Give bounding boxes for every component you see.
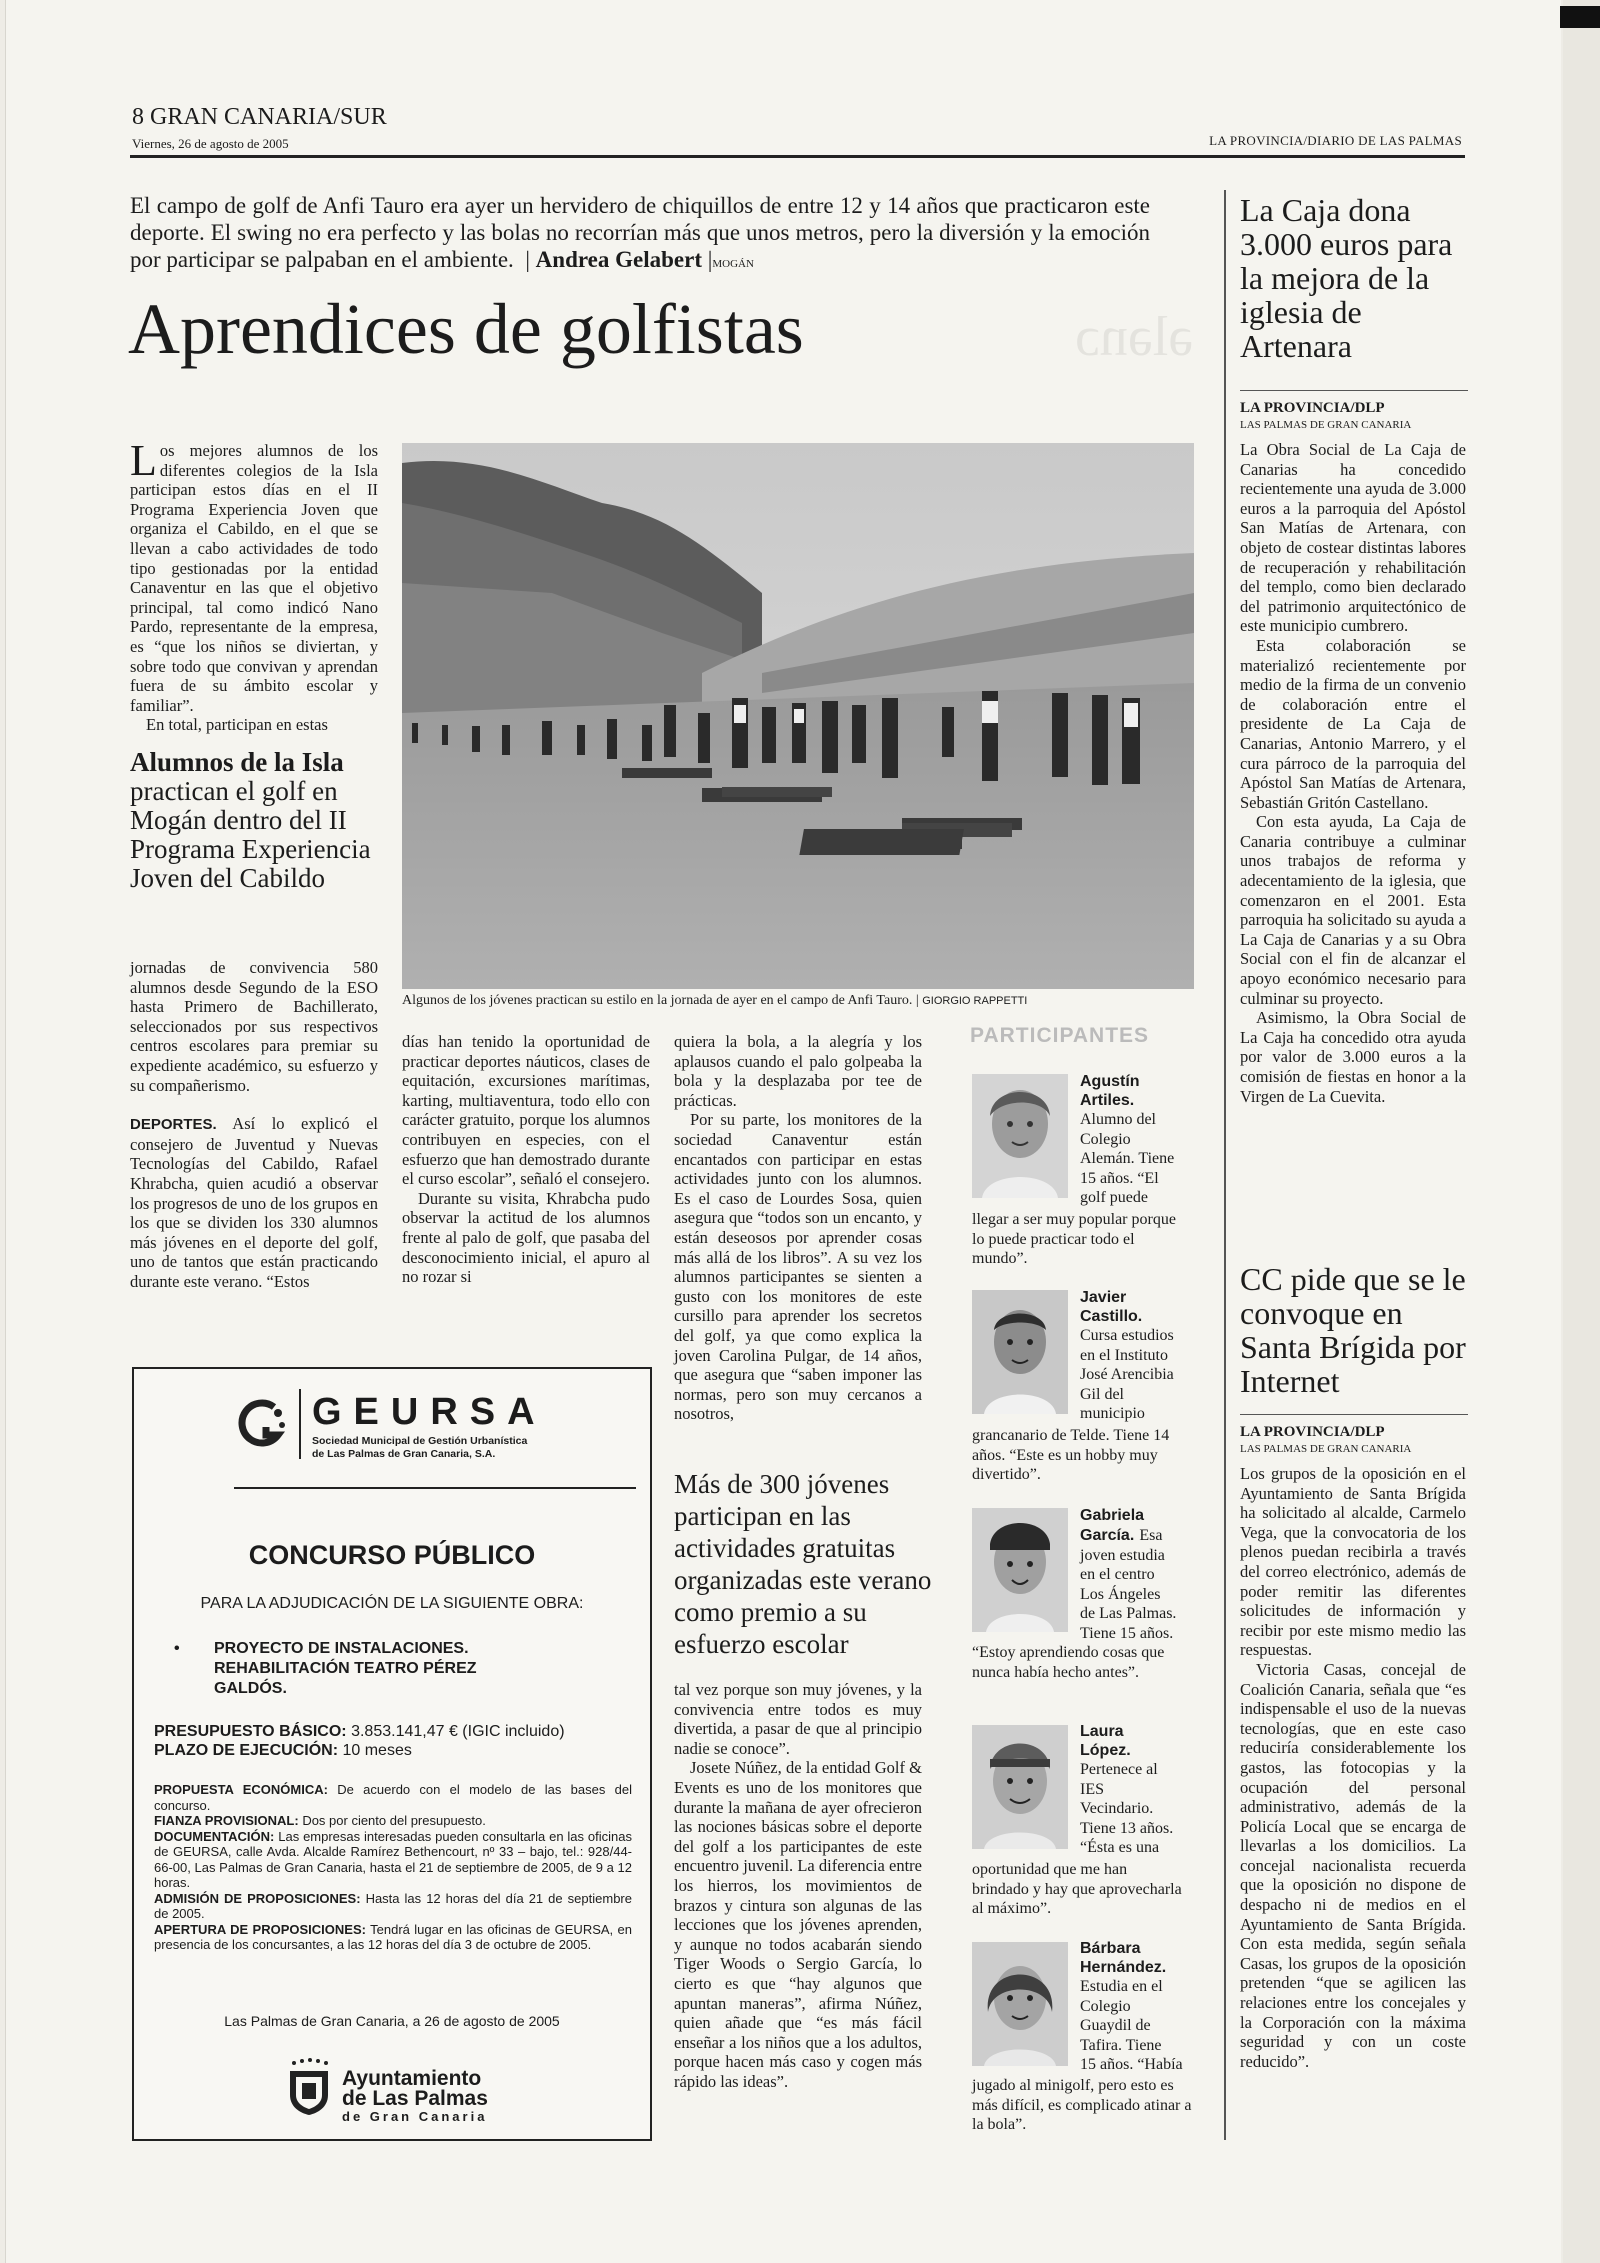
article-col2 [402,1032,650,1287]
article-paragraph: Esta colaboración se materializó recientemente por medio de la firma de un convenio de colaboración entre el presidente de La Caja de Canarias, Antonio Marrero, y el cura párroco de la parroquia del Apóstol San Matías de Artenara, Sebastián Gritón Castellano. [1240,635,1466,812]
photo-caption: Algunos de los jóvenes practican su estilo en la jornada de ayer en el campo de Anfi Tauro. | GIORGIO RAPPETTI [402,993,1028,1008]
participant-surname: García. [1080,1527,1135,1544]
article-paragraph: tal vez porque son muy jóvenes, y la convivencia entre todos es muy divertida, a pasar de que al principio nadie se conoce”. [674,1680,922,1758]
subheadline-2: Más de 300 jóvenes participan en las actividades gratuitas organizadas este verano como premio a su esfuerzo escolar [674,1469,932,1659]
subheadline-1-bold: Alumnos de la Isla [130,747,344,777]
condition-label: APERTURA DE PROPOSICIONES: [154,1921,366,1937]
side-story-1-headline: La Caja dona 3.000 euros para la mejora de la iglesia de Artenara [1240,192,1453,364]
ad-title: CONCURSO PÚBLICO [248,1540,536,1570]
scan-corner-mark [1560,6,1600,28]
side-story-2-agency: LA PROVINCIA/DLP [1240,1424,1385,1440]
participant-quote: jugado al minigolf, pero esto es más difícil, es complicado atinar a la bola”. [972,2077,1192,2134]
ayuntamiento-line: de Las Palmas [342,2087,488,2110]
participant-surname: Artiles. [1080,1092,1135,1109]
participant-text-line: 15 años. “El [1080,1169,1159,1187]
story-lede: El campo de golf de Anfi Tauro era ayer un hervidero de chiquillos de entre 12 y 14 años que practicaron este deporte. El swing no era perfecto y las bolas no recorrían más que unos metros, pero la diversión y la emoción por participar se palpaban en el ambiente. | Andrea Gelabert |MOGÁN [130,193,1150,272]
ad-place-date: Las Palmas de Gran Canaria, a 26 de agosto de 2005 [224,2013,560,2029]
article-col1-top [130,436,378,735]
ayuntamiento-logo-text [342,2069,488,2124]
participant-text-line: Los Ángeles [1080,1585,1161,1603]
budget-value: 3.853.141,47 € (IGIC incluido) [351,1723,565,1740]
condition-label: ADMISIÓN DE PROPOSICIONES: [154,1890,361,1906]
ad-project: PROYECTO DE INSTALACIONES. REHABILITACIÓN TEATRO PÉREZ GALDÓS. [214,1640,477,1697]
participant-text-line: joven estudia [1080,1546,1165,1564]
participant-text-line: Guaydil de [1080,2017,1151,2035]
participant-text-line: 15 años. “Había [1080,2056,1183,2074]
participant-quote: llegar a ser muy popular porque lo puede practicar todo el mundo”. [972,1211,1176,1268]
ad-rule [234,1487,636,1489]
condition-label: FIANZA PROVISIONAL: [154,1813,299,1828]
geursa-subtitle [312,1435,527,1461]
participant-surname: Castillo. [1080,1308,1143,1325]
term-label: PLAZO DE EJECUCIÓN: [154,1742,339,1759]
section-name: GRAN CANARIA/SUR [150,104,387,130]
participant-text-line: en el Instituto [1080,1346,1168,1364]
participant-text-line: golf puede [1080,1189,1148,1207]
participant-name: Gabriela [1080,1507,1145,1524]
geursa-subtitle-line: de Las Palmas de Gran Canaria, S.A. [312,1448,496,1460]
participant-side-text [1080,1506,1198,1644]
article-paragraph: Por su parte, los monitores de la sociedad Canaventur están encantados con participar en estas actividades junto con los alumnos. Es el caso de Lourdes Sosa, quien asegura que “todos son un encanto, y están deseosos por aprender cosas más allá de los libros”. A su vez los alumnos participantes se sienten a gusto con los monitores de este cursillo para aprender los secretos del golf, ya que como explica la joven Carolina Pulgar, de 14 años, que asegura que “saben imponer las normas, pero son muy cercanos a nosotros, [674,1110,922,1424]
article-paragraph: Durante su visita, Khrabcha pudo observar la actitud de los alumnos frente al palo de golf, que pasaba del desconocimiento inicial, el apuro al no rozar si [402,1188,650,1287]
participant-side-text [1080,1939,1198,2075]
condition-text: Tendrá lugar en las oficinas de GEURSA, en presencia de los concursantes, a las 12 horas del día 3 de octubre de 2005. [154,1921,633,1952]
photo-credit: GIORGIO RAPPETTI [922,995,1028,1007]
caption-text: Algunos de los jóvenes practican su estilo en la jornada de ayer en el campo de Anfi Tauro. [402,993,913,1008]
participant-text-line: Tiene 15 años. [1080,1624,1174,1642]
bleed-through-text: ǝlǝnɔ [1075,306,1194,368]
participant-text-line: José Arencibia [1080,1366,1174,1384]
logo-divider [299,1389,301,1459]
geursa-brand: GEURSA [312,1391,547,1433]
side-story-2-headline: CC pide que se le convoque en Santa Brígida por Internet [1240,1261,1466,1399]
article-paragraph: Los grupos de la oposición en el Ayuntamiento de Santa Brígida ha solicitado al alcalde, Carmelo Vega, que la convocatoria de los plenos puedan recibirla a través del correo electrónico, además de poder remitir las diferentes solicitudes de información y recibir por este mismo medio las respuestas. [1240,1464,1466,1660]
participant-text-line: Colegio [1080,1130,1131,1148]
participant-quote: grancanario de Telde. Tiene 14 años. “Este es un hobby muy divertido”. [972,1427,1170,1484]
article-paragraph: Victoria Casas, concejal de Coalición Canaria, señala que “es indispensable el uso de la nuevas tecnologías, que en este caso reduciría considerablemente los gastos, las fotocopias y la ocupación del personal administrativo, además de la Policía Local que se encarga de llevarlas a los domicilios. La concejal nacionalista recuerda que la oposición no dispone de despacho ni de medios en el Ayuntamiento de Santa Brígida. Con esta medida, según señala Casas, los grupos de la oposición pretenden “que se agilicen las relaciones entre los concejales y la Corporación con la máxima seguridad y con un coste reducido”. [1240,1659,1466,2071]
participant-side-text [1080,1288,1195,1424]
bullet-icon: • [174,1640,180,1657]
side-story-1-agency: LA PROVINCIA/DLP [1240,400,1385,416]
participant-text-line: Gil del [1080,1385,1124,1403]
participant-photo [972,1508,1068,1632]
participant-photo [972,1290,1068,1414]
byline: Andrea Gelabert [535,247,702,272]
article-paragraph: os mejores alumnos de los diferentes colegios de la Isla participan estos días en el II Programa Experiencia Joven que organiza el Cabildo, en el que se llevan a cabo actividades de todo tipo gestionadas por la entidad Canaventur en las que el objetivo principal, tal como indicó Nano Pardo, representante de la empresa, es “que los niños se diviertan, y sobre todo que convivan y aprendan fuera de su ámbito escolar y familiar”. [130,441,378,715]
page-number: 8 [132,104,144,130]
article-paragraph: En total, participan en estas [146,715,328,735]
side-story-1-dateline: LAS PALMAS DE GRAN CANARIA [1240,419,1412,431]
participant-text-line: municipio [1080,1405,1145,1423]
drop-cap: L [130,436,157,485]
page-edge [1563,0,1600,2263]
participant-side-text [1080,1722,1195,1858]
side-story-2-dateline: LAS PALMAS DE GRAN CANARIA [1240,1443,1412,1455]
byline-location: MOGÁN [712,258,754,270]
participant-text-line: Tiene 13 años. [1080,1819,1174,1837]
column-divider [1224,190,1226,2140]
article-paragraph: jornadas de convivencia 580 alumnos desde Segundo de la ESO hasta Primero de Bachillerato, seleccionados por sus respectivos centros escolares para premiar su expediente académico, su esfuerzo y su compañerismo. [130,958,378,1095]
participant-text-line: Colegio [1080,1997,1131,2015]
side-story-1-body [1240,440,1466,1106]
ad-conditions [154,1782,632,1953]
participant-name: Javier [1080,1289,1127,1306]
participant-text-line: “Ésta es una [1080,1839,1160,1857]
participant-photo [972,1942,1068,2066]
ayuntamiento-crest-icon [284,2057,334,2117]
participant-name: Agustín [1080,1073,1140,1090]
participant-quote: “Estoy aprendiendo cosas que nunca había hecho antes”. [972,1644,1165,1681]
article-paragraph: Josete Núñez, de la entidad Golf & Events es uno de los monitores que durante la mañana de ayer ofrecieron las nociones básicas sobre el deporte del golf a los participantes de este encuentro juvenil. La diferencia entre los hierros, los movimientos de brazos y cintura son algunas de las lecciones que los jóvenes aprenden, y aunque no todos acabarán siendo Tiger Woods o Sergio García, lo cierto es que “hay algunos que apuntan maneras”, afirma Núñez, quien añade que “es más fácil enseñar a los niños que a los adultos, porque hacen más caso y cogen más rápido las ideas”. [674,1758,922,2091]
condition-text: Dos por ciento del presupuesto. [302,1813,486,1828]
golf-photo-image [402,443,1194,989]
participant-text-line: en el centro [1080,1566,1155,1584]
participant-text-line: Pertenece al [1080,1761,1158,1778]
participant-quote: oportunidad que me han brindado y hay que aprovecharla al máximo”. [972,1861,1182,1918]
participant-text-line: Estudia en el [1080,1978,1163,1995]
article-paragraph: Con esta ayuda, La Caja de Canaria contribuye a culminar unos trabajos de reforma y adecentamiento de la iglesia, que comenzaron en el 2001. Esta parroquia ha solicitado su ayuda a La Caja de Canarias y a su Obra Social con el fin de alcanzar el apoyo económico necesario para culminar su proyecto. [1240,812,1466,1008]
ayuntamiento-line: de Gran Canaria [342,2109,488,2124]
article-col3-bottom [674,1680,922,2091]
side-story-1-rule [1240,390,1468,391]
participant-text-line: Tafira. Tiene [1080,2036,1162,2054]
participant-text-line: de Las Palmas. [1080,1605,1177,1623]
article-paragraph: La Obra Social de La Caja de Canarias ha concedido recientemente una ayuda de 3.000 euros a la parroquia del Apóstol San Matías de Artenara, con objeto de costear distintas labores de recuperación y rehabilitación del templo, como bien declarado del patrimonio arquitectónico de este municipio cumbrero. [1240,440,1466,636]
article-col3-top [674,1032,922,1424]
article-paragraph: días han tenido la oportunidad de practicar deportes náuticos, clases de equitación, excursiones marítimas, karting, multiaventura, todo ello con carácter gratuito, porque los alumnos contribuyen en especies, con el esfuerzo que han demostrado durante el curso escolar”, señaló el consejero. [402,1032,650,1189]
page-date: Viernes, 26 de agosto de 2005 [132,136,289,151]
participant-text-line: Alemán. Tiene [1080,1150,1175,1168]
side-story-2-rule [1240,1414,1468,1415]
participant-text-line: Cursa estudios [1080,1327,1174,1344]
budget-label: PRESUPUESTO BÁSICO: [154,1723,347,1740]
condition-label: PROPUESTA ECONÓMICA: [154,1782,328,1797]
main-headline: Aprendices de golfistas [128,289,804,369]
participant-side-text [1080,1072,1195,1208]
run-in-heading: DEPORTES. [130,1116,217,1134]
participant-name: Bárbara [1080,1940,1141,1957]
participant-text-line: Vecindario. [1080,1800,1154,1818]
participants-title: PARTICIPANTES [970,1024,1150,1047]
ad-subtitle: PARA LA ADJUDICACIÓN DE LA SIGUIENTE OBRA: [200,1595,584,1612]
geursa-subtitle-line: Sociedad Municipal de Gestión Urbanística [312,1435,528,1447]
geursa-logo-icon [234,1395,290,1451]
article-col1-bottom [130,958,378,1292]
condition-text: De acuerdo con el modelo de las bases del concurso. [154,1782,632,1813]
participant-name: Laura [1080,1723,1124,1740]
header-rule [130,155,1465,158]
participant-text-line: Alumno del [1080,1111,1156,1128]
ad-budget [154,1722,634,1760]
participant-surname: López. [1080,1742,1131,1759]
section-header [132,104,387,131]
participant-surname: Hernández. [1080,1959,1167,1976]
term-value: 10 meses [342,1742,412,1759]
subheadline-1-rest: practican el golf en Mogán dentro del II Programa Experiencia Joven del Cabildo [130,776,371,893]
participant-text-line: IES [1080,1780,1104,1798]
condition-text: Hasta las 12 horas del día 21 de septiembre de 2005. [154,1890,632,1921]
article-paragraph: quiera la bola, a la alegría y los aplausos cuando el palo golpeaba la bola y la desplazaba por tee de prácticas. [674,1032,922,1110]
participant-text-line: Esa [1139,1527,1163,1544]
participant-photo [972,1074,1068,1198]
condition-label: DOCUMENTACIÓN: [154,1828,275,1844]
participant-photo [972,1725,1068,1849]
condition-text: Las empresas interesadas pueden consultarla en las oficinas de GEURSA, calle Avda. Alcalde Ramírez Bethencourt, nº 33 – bajo, tel.: 928/44-66-00, Las Palmas de Gran Canaria, hasta el 21 de septiembre de 2005, de 9 a 12 horas. [154,1828,632,1890]
golf-photo [402,443,1194,989]
newspaper-name: LA PROVINCIA/DIARIO DE LAS PALMAS [1209,133,1462,148]
article-paragraph: Asimismo, la Obra Social de La Caja ha concedido otra ayuda por valor de 3.000 euros a la comisión de fiestas en honor a la Virgen de La Cuevita. [1240,1008,1466,1106]
side-story-2-body [1240,1464,1466,2071]
ayuntamiento-line: Ayuntamiento [342,2067,482,2090]
article-paragraph: Así lo explicó el consejero de Juventud y Nuevas Tecnologías del Cabildo, Rafael Khrabcha, quien acudió a observar los progresos de uno de los grupos en los que se dividen los 330 alumnos más jóvenes en el deporte del golf, uno de tantos que están practicando durante este verano. “Estos [130,1114,378,1291]
geursa-advertisement [132,1367,652,2141]
lede-text: El campo de golf de Anfi Tauro era ayer un hervidero de chiquillos de entre 12 y 14 años que practicaron este deporte. El swing no era perfecto y las bolas no recorrían más que unos metros, pero la diversión y la emoción por participar se palpaban en el ambiente. [130,193,1150,272]
subheadline-1 [130,748,388,893]
